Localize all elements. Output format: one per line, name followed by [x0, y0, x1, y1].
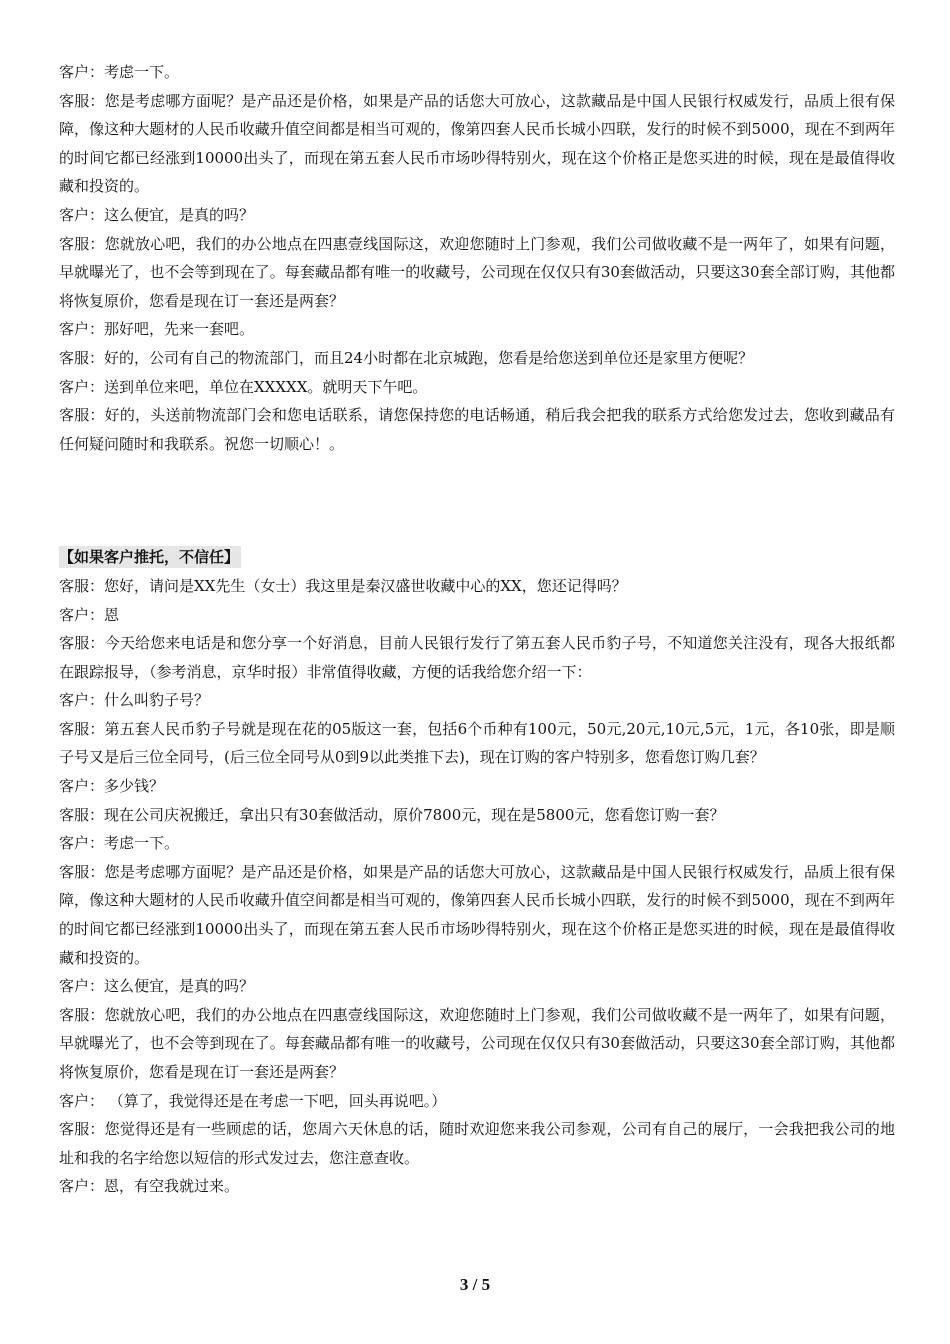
dialogue-line: 客户：什么叫豹子号？: [59, 691, 210, 710]
dialogue-line: 客服：好的，公司有自己的物流部门，而且24小时都在北京城跑，您看是给您送到单位还是家里方便呢？: [59, 348, 754, 367]
dialogue-line: 客服：第五套人民币豹子号就是现在花的05版这一套，包括6个币种有100元，50元,20元,10元,5元，1元，各10张，即是顺子号又是后三位全同号，(后三位全同号从0到9以此类推下去)，现在订购的客户特别多，您看您订购几套？: [59, 719, 895, 767]
dialogue-line: 客服：现在公司庆祝搬迁，拿出只有30套做活动，原价7800元，现在是5800元，您看您订购一套？: [59, 805, 725, 824]
dialogue-line: 客户： （算了，我觉得还是在考虑一下吧，回头再说吧。）: [59, 1091, 447, 1110]
dialogue-line: 客户：考虑一下。: [59, 63, 180, 81]
dialogue-line: 客户：多少钱？: [59, 777, 165, 796]
dialogue-line: 客户：考虑一下。: [59, 834, 180, 853]
dialogue-line: 客户：那好吧，先来一套吧。: [59, 320, 255, 339]
dialogue-line: 客户：恩，有空我就过来。: [59, 1177, 240, 1196]
dialogue-line: 客户：恩: [59, 605, 120, 624]
section-spacer: [59, 458, 895, 543]
dialogue-line: 客服：今天给您来电话是和您分享一个好消息，目前人民银行发行了第五套人民币豹子号，不知道您关注没有，现各大报纸都在跟踪报导，（参考消息，京华时报）非常值得收藏，方便的话我给您介绍一下：: [59, 634, 895, 681]
dialogue-line: 客户：送到单位来吧，单位在XXXXX。就明天下午吧。: [59, 377, 428, 396]
dialogue-line: 客户：这么便宜，是真的吗？: [59, 205, 255, 224]
dialogue-line: 客服：您好，请问是XX先生（女士）我这里是秦汉盛世收藏中心的XX，您还记得吗？: [59, 576, 627, 595]
dialogue-line: 客户：这么便宜，是真的吗？: [59, 977, 255, 996]
dialogue-line: 客服：您就放心吧，我们的办公地点在四惠壹线国际这，欢迎您随时上门参观，我们公司做收藏不是一两年了，如果有问题，早就曝光了，也不会等到现在了。每套藏品都有唯一的收藏号，公司现在仅仅只有30套做活动，只要这30套全部订购，其他都将恢复原价，您看是现在订一套还是两套？: [59, 1005, 895, 1081]
document-content: [59, 58, 895, 1201]
dialogue-line: 客服：您就放心吧，我们的办公地点在四惠壹线国际这，欢迎您随时上门参观，我们公司做收藏不是一两年了，如果有问题，早就曝光了，也不会等到现在了。每套藏品都有唯一的收藏号，公司现在仅仅只有30套做活动，只要这30套全部订购，其他都将恢复原价，您看是现在订一套还是两套？: [59, 234, 895, 310]
dialogue-line: 客服：您觉得还是有一些顾虑的话，您周六天休息的话，随时欢迎您来我公司参观，公司有自己的展厅，一会我把我公司的地址和我的名字给您以短信的形式发过去，您注意查收。: [59, 1120, 895, 1167]
dialogue-line: 客服：好的，头送前物流部门会和您电话联系，请您保持您的电话畅通，稍后我会把我的联系方式给您发过去，您收到藏品有任何疑问随时和我联系。祝您一切顺心！。: [59, 406, 895, 453]
dialogue-line: 客服：您是考虑哪方面呢？是产品还是价格，如果是产品的话您大可放心，这款藏品是中国人民银行权威发行，品质上很有保障，像这种大题材的人民币收藏升值空间都是相当可观的，像第四套人民币长城小四联，发行的时候不到5000，现在不到两年的时间它都已经涨到10000出头了，而现在第五套人民币市场吵得特别火，现在这个价格正是您买进的时候，现在是最值得收藏和投资的。: [59, 862, 895, 967]
dialogue-line: 客服：您是考虑哪方面呢？是产品还是价格，如果是产品的话您大可放心，这款藏品是中国人民银行权威发行，品质上很有保障，像这种大题材的人民币收藏升值空间都是相当可观的，像第四套人民币长城小四联，发行的时候不到5000，现在不到两年的时间它都已经涨到10000出头了，而现在第五套人民币市场吵得特别火，现在这个价格正是您买进的时候，现在是最值得收藏和投资的。: [59, 91, 895, 196]
section-heading: 【如果客户推托，不信任】: [59, 548, 240, 567]
section-heading-wrap: [59, 543, 895, 572]
page-number: 3 / 5: [459, 1275, 491, 1294]
